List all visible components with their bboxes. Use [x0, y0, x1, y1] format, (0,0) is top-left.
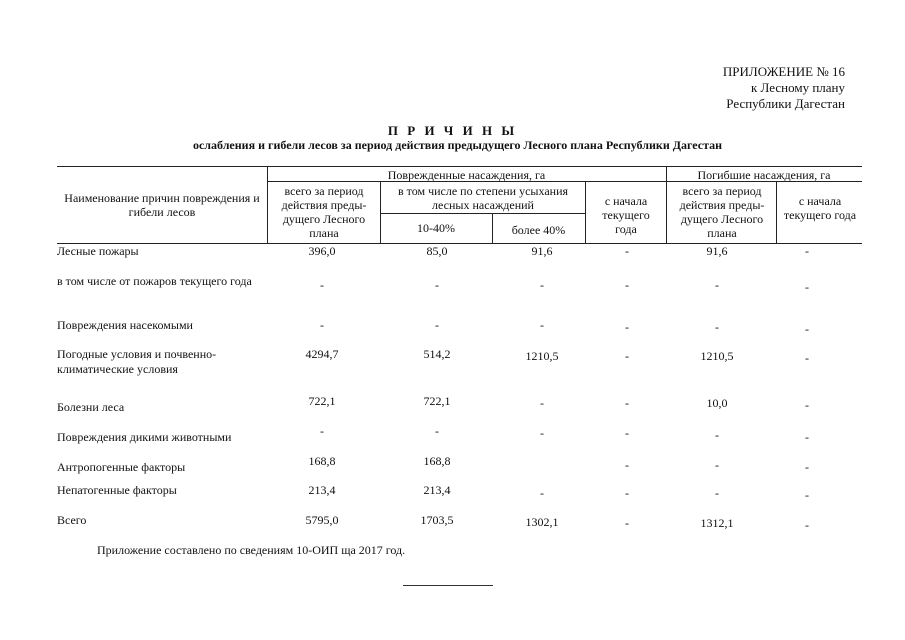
- cell-deg-10-40: 722,1: [423, 394, 451, 408]
- header-since-year: с начала текущего года: [602, 194, 650, 236]
- header-by-degree: в том числе по степени усыхания лесных насаждений: [397, 184, 569, 212]
- cell-total: 213,4: [308, 483, 336, 497]
- document-title: П Р И Ч И Н Ы: [387, 123, 518, 138]
- appendix-ref: к Лесному плану: [750, 80, 845, 95]
- cell-total: 396,0: [308, 244, 336, 258]
- cell-dead-total: 91,6: [706, 244, 728, 258]
- row-name: Болезни леса: [57, 400, 125, 414]
- cell-deg-10-40: -: [435, 278, 439, 292]
- cell-deg-over-40: -: [540, 486, 544, 500]
- cell-dead-since: -: [805, 518, 809, 532]
- cell-dead-since: -: [805, 322, 809, 336]
- cell-since-year: -: [625, 244, 629, 258]
- cell-dead-since: -: [805, 244, 809, 258]
- cell-dead-total: -: [715, 458, 719, 472]
- header-deg-10-40: 10-40%: [417, 221, 455, 235]
- cell-dead-total: -: [715, 278, 719, 292]
- header-total-period: всего за период действия преды-дущего Лесного плана: [281, 184, 367, 240]
- appendix-note: [723, 64, 845, 112]
- cell-dead-total: -: [715, 320, 719, 334]
- cell-dead-total: 10,0: [706, 396, 728, 410]
- row-name: Всего: [57, 513, 87, 527]
- cell-deg-over-40: 1210,5: [525, 349, 559, 363]
- cell-deg-10-40: 85,0: [426, 244, 448, 258]
- cell-dead-total: -: [715, 428, 719, 442]
- cell-deg-over-40: -: [540, 278, 544, 292]
- cell-since-year: -: [625, 486, 629, 500]
- cell-deg-10-40: -: [435, 424, 439, 438]
- header-deg-over-40: более 40%: [511, 223, 566, 237]
- footnote: Приложение составлено по сведениям 10-ОИП ща 2017 год.: [97, 543, 406, 557]
- cell-dead-since: -: [805, 430, 809, 444]
- cell-deg-10-40: 514,2: [423, 347, 451, 361]
- header-damaged: Поврежденные насаждения, га: [387, 168, 546, 182]
- cell-deg-over-40: -: [540, 318, 544, 332]
- cell-dead-total: 1312,1: [700, 516, 734, 530]
- row-name: Повреждения насекомыми: [57, 318, 193, 332]
- cell-deg-over-40: -: [540, 426, 544, 440]
- header-name: Наименование причин повреждения и гибели лесов: [64, 191, 260, 219]
- rule-degree: [380, 213, 585, 214]
- cell-deg-10-40: 213,4: [423, 483, 451, 497]
- cell-dead-since: -: [805, 398, 809, 412]
- cell-dead-since: -: [805, 488, 809, 502]
- cell-dead-since: -: [805, 460, 809, 474]
- cell-deg-10-40: 1703,5: [420, 513, 454, 527]
- row-name: в том числе от пожаров текущего года: [57, 274, 252, 288]
- signature-line: [403, 585, 493, 586]
- cell-since-year: -: [625, 426, 629, 440]
- row-name: Непатогенные факторы: [57, 483, 177, 497]
- appendix-number: ПРИЛОЖЕНИЕ № 16: [722, 64, 845, 79]
- cell-total: 722,1: [308, 394, 336, 408]
- header-dead-total-period: всего за период действия преды-дущего Лесного плана: [679, 184, 765, 240]
- cell-total: -: [320, 318, 324, 332]
- cell-total: 4294,7: [305, 347, 339, 361]
- cell-deg-10-40: -: [435, 318, 439, 332]
- row-name: Погодные условия и почвенно-климатические условия: [57, 347, 217, 376]
- cell-deg-10-40: 168,8: [423, 454, 451, 468]
- cell-deg-over-40: -: [540, 396, 544, 410]
- cell-since-year: -: [625, 320, 629, 334]
- cell-total: 5795,0: [305, 513, 339, 527]
- header-dead: Погибшие насаждения, га: [697, 168, 831, 182]
- rule-top: [57, 166, 862, 167]
- row-name: Антропогенные факторы: [57, 460, 186, 474]
- cell-dead-since: -: [805, 280, 809, 294]
- cell-dead-total: -: [715, 486, 719, 500]
- cell-since-year: -: [625, 349, 629, 363]
- cell-total: -: [320, 278, 324, 292]
- cell-since-year: -: [625, 278, 629, 292]
- cell-deg-over-40: 91,6: [531, 244, 553, 258]
- appendix-region: Республики Дагестан: [726, 96, 845, 111]
- cell-dead-total: 1210,5: [700, 349, 734, 363]
- row-name: Повреждения дикими животными: [57, 430, 232, 444]
- vline-4: [585, 181, 586, 243]
- cell-since-year: -: [625, 458, 629, 472]
- cell-dead-since: -: [805, 351, 809, 365]
- cell-deg-over-40: 1302,1: [525, 515, 559, 529]
- row-name: Лесные пожары: [57, 244, 139, 258]
- header-dead-since-year: с начала текущего года: [783, 194, 857, 222]
- document-subtitle: ослабления и гибели лесов за период действия предыдущего Лесного плана Республики Дагестан: [192, 138, 723, 152]
- cell-since-year: -: [625, 396, 629, 410]
- cell-total: 168,8: [308, 454, 336, 468]
- cell-since-year: -: [625, 516, 629, 530]
- cell-total: -: [320, 424, 324, 438]
- vline-6: [776, 181, 777, 243]
